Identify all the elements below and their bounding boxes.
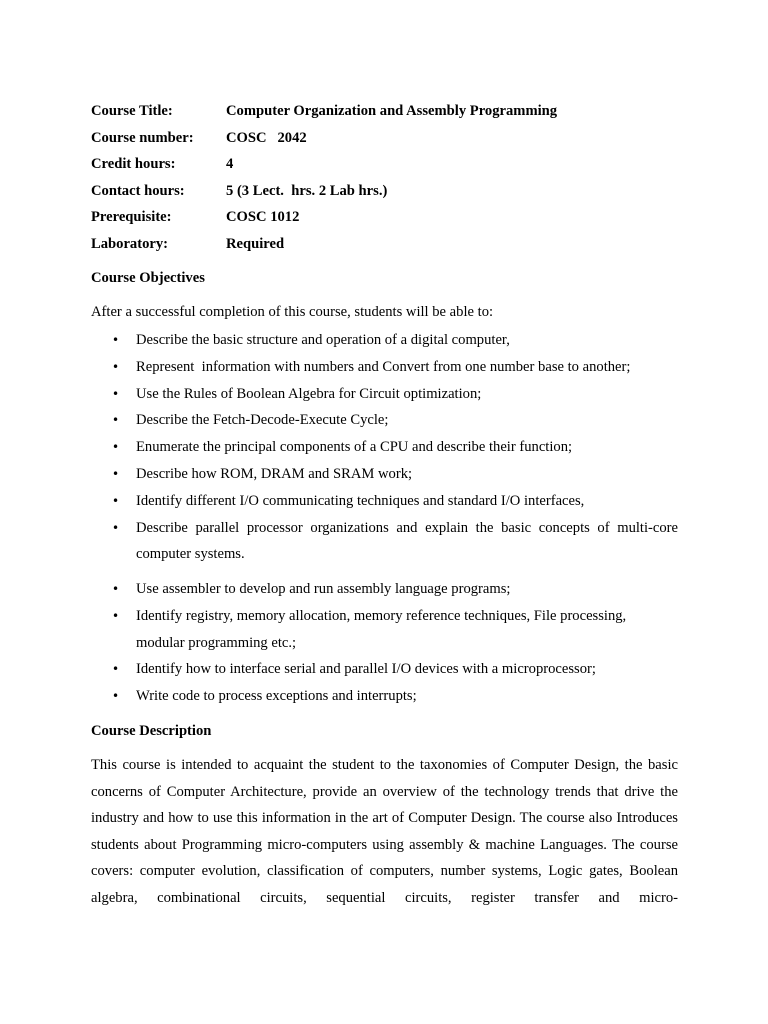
list-item (91, 656, 678, 683)
list-item (91, 327, 678, 354)
credit-hours-label: Credit hours: (91, 156, 176, 173)
bullet-icon: • (112, 413, 120, 428)
course-objectives-heading: Course Objectives (91, 270, 205, 286)
list-item (91, 407, 678, 434)
bullet-icon: • (112, 608, 120, 623)
bullet-icon: • (112, 466, 120, 481)
course-info-row (91, 204, 691, 231)
list-item (91, 354, 678, 381)
bullet-icon: • (112, 689, 120, 704)
course-info-row (91, 151, 691, 178)
objective-text: Identify how to interface serial and parallel I/O devices with a microprocessor; (136, 661, 596, 678)
course-info-row (91, 178, 691, 205)
bullet-icon: • (112, 582, 120, 596)
course-description-heading: Course Description (91, 723, 212, 739)
objective-text: Identify registry, memory allocation, memory reference techniques, File processing, modular programming etc.; (136, 607, 627, 651)
objectives-intro: After a successful completion of this course, students will be able to: (91, 304, 494, 320)
laboratory-label: Laboratory: (91, 235, 169, 252)
course-info-row (91, 231, 691, 258)
course-info-row (91, 98, 691, 125)
objective-text: Describe the basic structure and operation of a digital computer, (136, 332, 510, 348)
bullet-icon: • (112, 520, 120, 535)
prerequisite-value: COSC 1012 (226, 209, 300, 226)
course-title-value: Computer Organization and Assembly Programming (226, 103, 558, 119)
course-info-row (91, 125, 691, 152)
objectives-list-continued (91, 576, 678, 710)
objective-text: Represent information with numbers and Convert from one number base to another; (136, 358, 631, 375)
list-item (91, 603, 678, 657)
contact-hours-value: 5 (3 Lect. hrs. 2 Lab hrs.) (226, 182, 388, 199)
list-item (91, 576, 678, 603)
objective-text: Identify different I/O communicating techniques and standard I/O interfaces, (136, 492, 585, 509)
course-title-label: Course Title: (91, 103, 173, 119)
bullet-icon: • (112, 493, 120, 508)
list-item (91, 434, 678, 461)
laboratory-value: Required (226, 235, 285, 252)
objective-text: Describe the Fetch-Decode-Execute Cycle; (136, 412, 389, 429)
objective-text: Use the Rules of Boolean Algebra for Circuit optimization; (136, 385, 482, 402)
list-item (91, 683, 678, 710)
contact-hours-label: Contact hours: (91, 182, 185, 199)
prerequisite-label: Prerequisite: (91, 209, 172, 226)
objective-text: Write code to process exceptions and interrupts; (136, 688, 417, 705)
bullet-icon: • (112, 359, 120, 374)
bullet-icon: • (112, 662, 120, 677)
objective-text: Use assembler to develop and run assembly language programs; (136, 581, 511, 597)
objective-text: Describe how ROM, DRAM and SRAM work; (136, 465, 413, 482)
course-description-text: This course is intended to acquaint the student to the taxonomies of Computer Design, the basic concerns of Computer Architecture, provide an overview of the technology trends that drive the industry and how to use this information in the art of Computer Design. The course also Introduces students about Programming micro-computers using assembly & machine Languages. The course covers: computer evolution, classification of computers, number systems, Logic gates, Boolean algebra, combinational circuits, sequential circuits, register transfer and micro- (91, 757, 678, 906)
bullet-icon: • (112, 333, 120, 347)
course-number-label: Course number: (91, 129, 194, 146)
bullet-icon: • (112, 386, 120, 401)
list-item (91, 515, 678, 569)
credit-hours-value: 4 (226, 156, 234, 173)
course-info-table (91, 98, 691, 258)
list-item (91, 488, 678, 515)
list-item (91, 461, 678, 488)
course-number-value: COSC 2042 (226, 129, 307, 146)
objective-text: Describe parallel processor organizations and explain the basic concepts of multi-core computer systems. (136, 519, 678, 563)
objective-text: Enumerate the principal components of a CPU and describe their function; (136, 439, 573, 456)
objectives-list (91, 327, 678, 568)
list-item (91, 381, 678, 408)
bullet-icon: • (112, 440, 120, 455)
